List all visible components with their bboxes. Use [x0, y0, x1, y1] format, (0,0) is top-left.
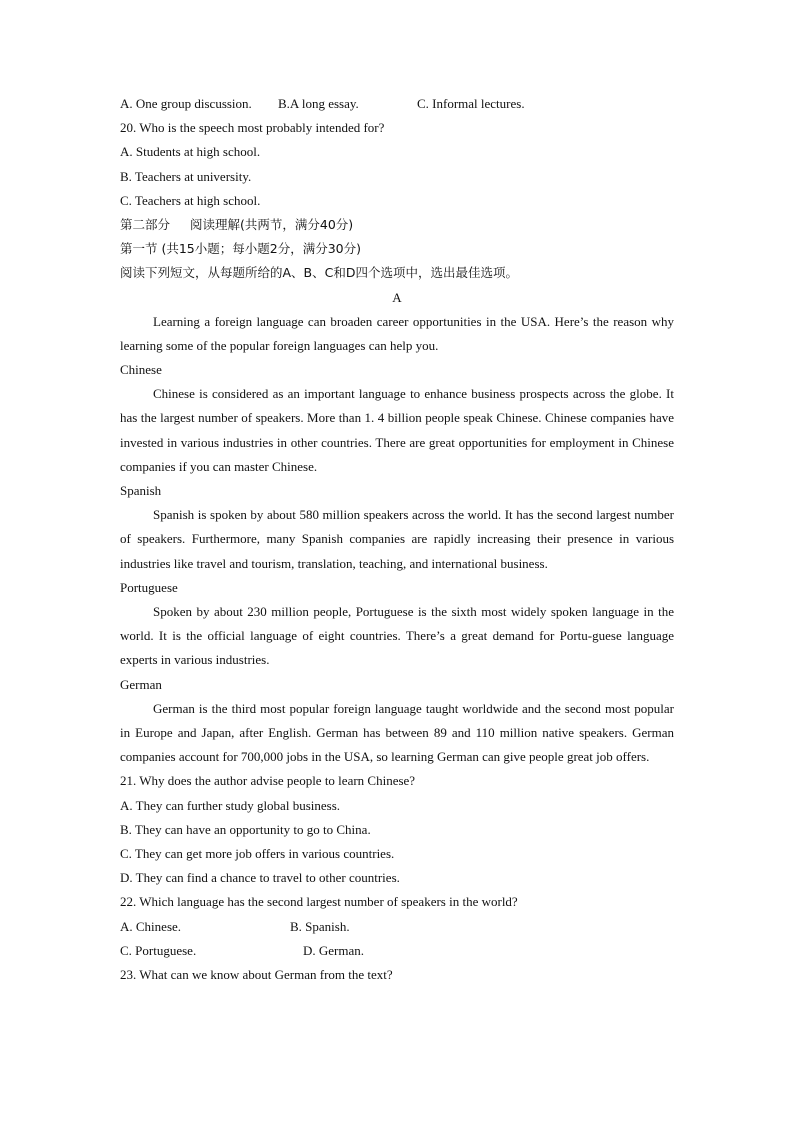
- q22-question: 22. Which language has the second largest number of speakers in the world?: [120, 894, 518, 910]
- q20-option-a: A. Students at high school.: [120, 144, 261, 160]
- q19-option-c: C. Informal lectures.: [417, 96, 525, 111]
- q20-option-b: B. Teachers at university.: [120, 168, 252, 184]
- passage-label: A: [392, 289, 402, 305]
- q19-option-b: B.A long essay.: [278, 96, 359, 111]
- paragraph-spanish: Spanish is spoken by about 580 million speakers across the world. It has the second largest number of speakers. Furthermore, many Spanish companies are rapidly increasing their presence in various industries like travel and tourism, translation, teaching, and international business.: [120, 507, 674, 571]
- q22-options-row-2: [120, 939, 674, 963]
- exam-page: [120, 92, 674, 987]
- paragraph-chinese: Chinese is considered as an important language to enhance business prospects across the globe. It has the largest number of speakers. More than 1. 4 billion people speak Chinese. Chinese companies have invested in various industries in other countries. There are great opportunities for employment in Chinese companies if you can master Chinese.: [120, 386, 674, 474]
- heading-spanish: Spanish: [120, 483, 162, 499]
- q22-option-d: D. German.: [303, 942, 365, 958]
- q22-options-row-1: [120, 915, 674, 939]
- q22-option-a: A. Chinese.: [120, 918, 182, 934]
- q22-option-c: C. Portuguese.: [120, 942, 197, 958]
- q19-options: [120, 92, 674, 116]
- paragraph-portuguese: Spoken by about 230 million people, Portuguese is the sixth most widely spoken language in the world. It is the official language of eight countries. There’s a great demand for Portu-guese language experts in various industries.: [120, 604, 674, 668]
- part-title: 第二部分: [120, 216, 171, 232]
- q21-option-b: B. They can have an opportunity to go to China.: [120, 821, 371, 837]
- q21-option-a: A. They can further study global business.: [120, 797, 340, 813]
- reading-instruction: 阅读下列短文，从每题所给的A、B、C和D四个选项中，选出最佳选项。: [120, 265, 518, 281]
- heading-portuguese: Portuguese: [120, 579, 178, 595]
- passage-intro: Learning a foreign language can broaden career opportunities in the USA. Here’s the reason why learning some of the popular foreign languages can help you.: [120, 313, 674, 353]
- q19-option-a: A. One group discussion.: [120, 96, 252, 111]
- q20-option-c: C. Teachers at high school.: [120, 192, 261, 208]
- q21-option-c: C. They can get more job offers in various countries.: [120, 846, 395, 862]
- part-two-heading: [120, 213, 674, 237]
- q21-question: 21. Why does the author advise people to learn Chinese?: [120, 773, 416, 789]
- heading-chinese: Chinese: [120, 362, 162, 378]
- q22-option-b: B. Spanish.: [290, 918, 350, 934]
- part-description: 阅读理解(共两节，满分40分): [190, 216, 354, 232]
- q23-question: 23. What can we know about German from the text?: [120, 966, 393, 982]
- section-one-heading: 第一节 (共15小题；每小题2分，满分30分): [120, 241, 361, 257]
- q21-option-d: D. They can find a chance to travel to other countries.: [120, 870, 400, 886]
- heading-german: German: [120, 676, 162, 692]
- q20-question: 20. Who is the speech most probably intended for?: [120, 120, 385, 136]
- paragraph-german: German is the third most popular foreign language taught worldwide and the second most popular in Europe and Japan, after English. German has between 89 and 110 million native speakers. German companies account for 700,000 jobs in the USA, so learning German can give people great job offers.: [120, 700, 674, 765]
